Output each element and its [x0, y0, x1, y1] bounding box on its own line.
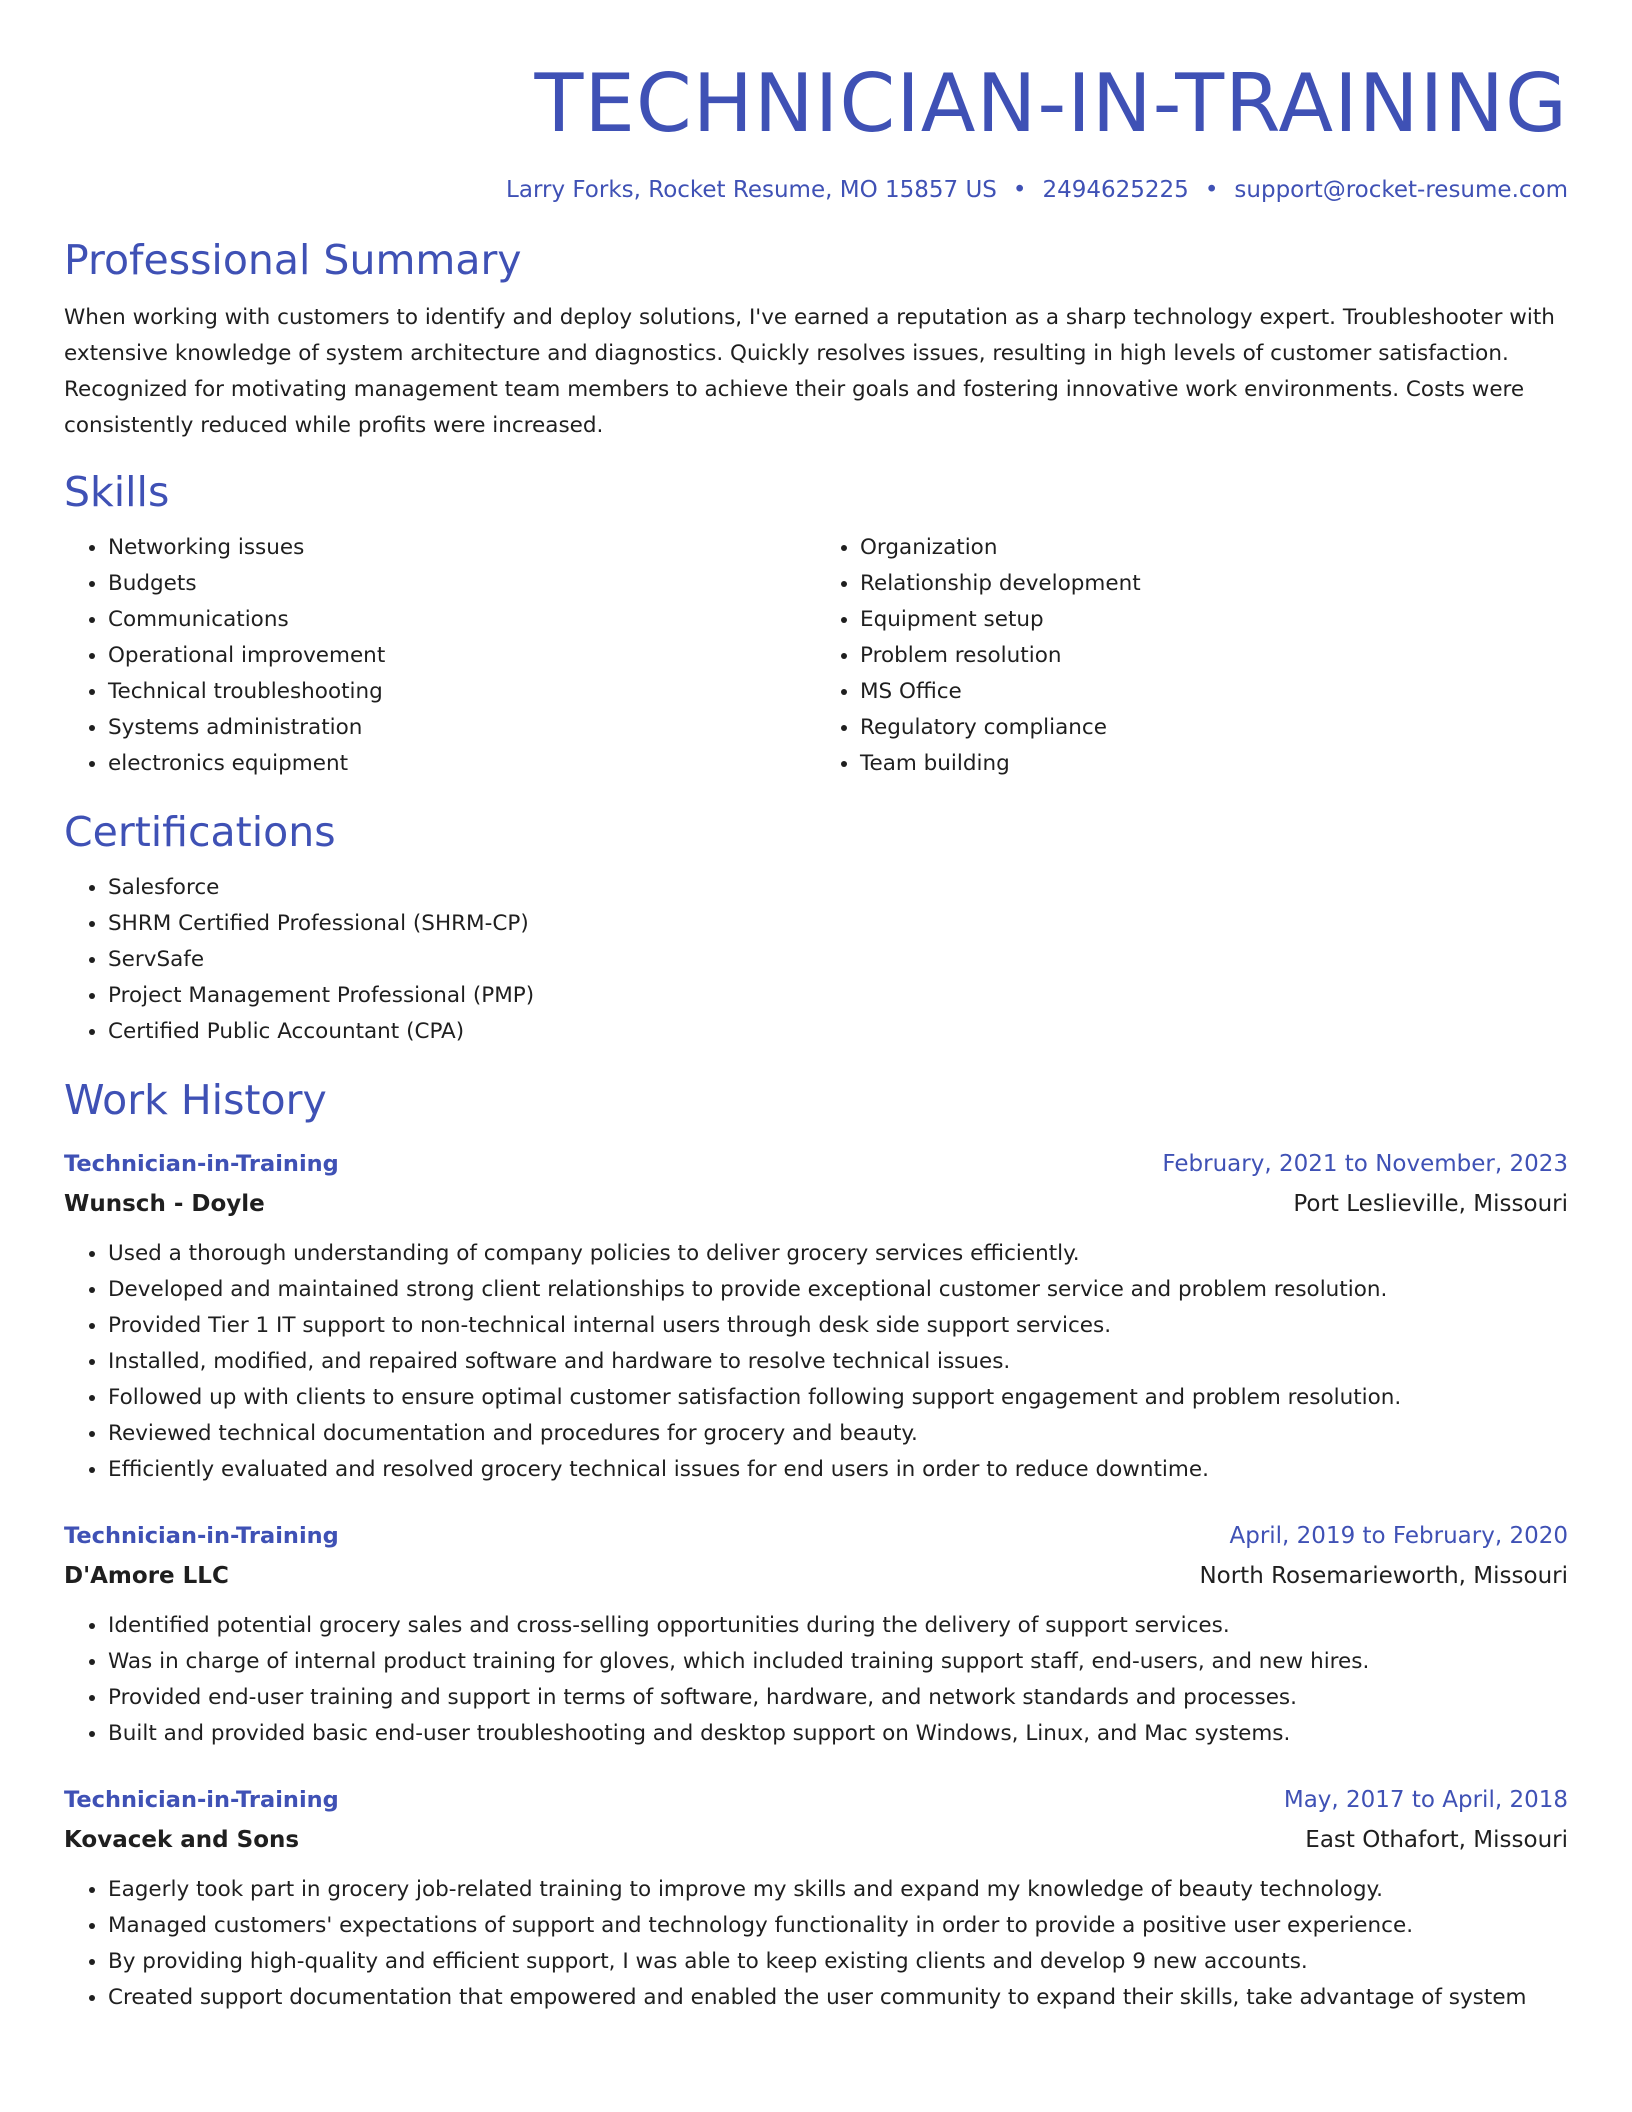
job-dates: February, 2021 to November, 2023 — [1162, 1151, 1568, 1177]
job-location: North Rosemarieworth, Missouri — [1199, 1563, 1568, 1589]
job-bullet: • Managed customers' expectations of support and technology functionality in order to provide a positive user experience. — [108, 1908, 1568, 1944]
job-company: Kovacek and Sons — [64, 1827, 300, 1853]
job-company: Wunsch - Doyle — [64, 1191, 265, 1217]
job-title: Technician-in-Training — [64, 1787, 339, 1813]
skills-column-left — [64, 520, 816, 782]
certification-item: • Project Management Professional (PMP) — [108, 978, 1568, 1014]
job-header — [64, 1518, 1568, 1554]
job-subheader — [64, 1822, 1568, 1858]
job-bullets — [64, 1236, 1568, 1488]
contact-separator: • — [1204, 177, 1219, 203]
skill-item: • electronics equipment — [108, 746, 816, 782]
job-bullet: • Was in charge of internal product training for gloves, which included training support staff, end-users, and new hires. — [108, 1644, 1568, 1680]
job-bullet: • Provided Tier 1 IT support to non-technical internal users through desk side support services. — [108, 1308, 1568, 1344]
job-entry — [64, 1146, 1568, 1488]
skill-item: • Equipment setup — [860, 602, 1568, 638]
certifications-heading: Certifications — [64, 808, 336, 856]
skill-item: • Networking issues — [108, 530, 816, 566]
work-history-heading: Work History — [64, 1076, 327, 1124]
skill-item: • Technical troubleshooting — [108, 674, 816, 710]
skill-item: • Team building — [860, 746, 1568, 782]
job-bullet: • Eagerly took part in grocery job-related training to improve my skills and expand my knowledge of beauty technology. — [108, 1872, 1568, 1908]
job-entry — [64, 1782, 1568, 2016]
skill-item: • Organization — [860, 530, 1568, 566]
skill-item: • Relationship development — [860, 566, 1568, 602]
contact-email: support@rocket-resume.com — [1234, 177, 1568, 203]
job-bullets — [64, 1872, 1568, 2016]
job-bullet: • Provided end-user training and support in terms of software, hardware, and network standards and processes. — [108, 1680, 1568, 1716]
certification-item: • Certified Public Accountant (CPA) — [108, 1014, 1568, 1050]
certification-item: • ServSafe — [108, 942, 1568, 978]
resume-title: TECHNICIAN-IN-TRAINING — [534, 57, 1568, 150]
skills-grid — [64, 520, 1568, 782]
skills-heading: Skills — [64, 468, 170, 516]
job-header — [64, 1782, 1568, 1818]
job-bullet: • Built and provided basic end-user troubleshooting and desktop support on Windows, Linux, and Mac systems. — [108, 1716, 1568, 1752]
certification-item: • SHRM Certified Professional (SHRM-CP) — [108, 906, 1568, 942]
job-bullet: • Identified potential grocery sales and cross-selling opportunities during the delivery of support services. — [108, 1608, 1568, 1644]
summary-text: When working with customers to identify and deploy solutions, I've earned a reputation as a sharp technology expert. Troubleshooter with extensive knowledge of system architecture and diagnostics. Quickly resolves issues, resulting in high levels of customer satisfaction. Recognized for motivating management team members to achieve their goals and fostering innovative work environments. Costs were consistently reduced while profits were increased. — [64, 305, 1555, 438]
contact-line — [64, 174, 1568, 206]
summary-heading: Professional Summary — [64, 236, 522, 284]
job-bullet: • Created support documentation that empowered and enabled the user community to expand their skills, take advantage of system — [108, 1980, 1568, 2016]
job-location: East Othafort, Missouri — [1305, 1827, 1568, 1853]
job-dates: April, 2019 to February, 2020 — [1229, 1523, 1568, 1549]
skill-item: • Problem resolution — [860, 638, 1568, 674]
job-bullet: • Reviewed technical documentation and procedures for grocery and beauty. — [108, 1416, 1568, 1452]
skills-column-right — [816, 520, 1568, 782]
job-title: Technician-in-Training — [64, 1523, 339, 1549]
skills-list-right — [816, 530, 1568, 782]
skill-item: • Budgets — [108, 566, 816, 602]
job-subheader — [64, 1186, 1568, 1222]
job-bullet: • Developed and maintained strong client relationships to provide exceptional customer service and problem resolution. — [108, 1272, 1568, 1308]
skill-item: • Operational improvement — [108, 638, 816, 674]
job-bullet: • Efficiently evaluated and resolved grocery technical issues for end users in order to reduce downtime. — [108, 1452, 1568, 1488]
job-bullets — [64, 1608, 1568, 1752]
certification-item: • Salesforce — [108, 870, 1568, 906]
job-company: D'Amore LLC — [64, 1563, 229, 1589]
contact-phone: 2494625225 — [1042, 177, 1189, 203]
job-dates: May, 2017 to April, 2018 — [1283, 1787, 1568, 1813]
skill-item: • MS Office — [860, 674, 1568, 710]
skill-item: • Communications — [108, 602, 816, 638]
job-subheader — [64, 1558, 1568, 1594]
skills-list-left — [64, 530, 816, 782]
contact-address: Larry Forks, Rocket Resume, MO 15857 US — [506, 177, 997, 203]
job-header — [64, 1146, 1568, 1182]
job-bullet: • By providing high-quality and efficient support, I was able to keep existing clients and develop 9 new accounts. — [108, 1944, 1568, 1980]
contact-separator: • — [1012, 177, 1027, 203]
job-title: Technician-in-Training — [64, 1151, 339, 1177]
certifications-list — [64, 870, 1568, 1050]
job-bullet: • Used a thorough understanding of company policies to deliver grocery services efficiently. — [108, 1236, 1568, 1272]
skill-item: • Systems administration — [108, 710, 816, 746]
job-bullet: • Followed up with clients to ensure optimal customer satisfaction following support engagement and problem resolution. — [108, 1380, 1568, 1416]
skill-item: • Regulatory compliance — [860, 710, 1568, 746]
job-bullet: • Installed, modified, and repaired software and hardware to resolve technical issues. — [108, 1344, 1568, 1380]
job-location: Port Leslieville, Missouri — [1293, 1191, 1568, 1217]
job-entry — [64, 1518, 1568, 1752]
